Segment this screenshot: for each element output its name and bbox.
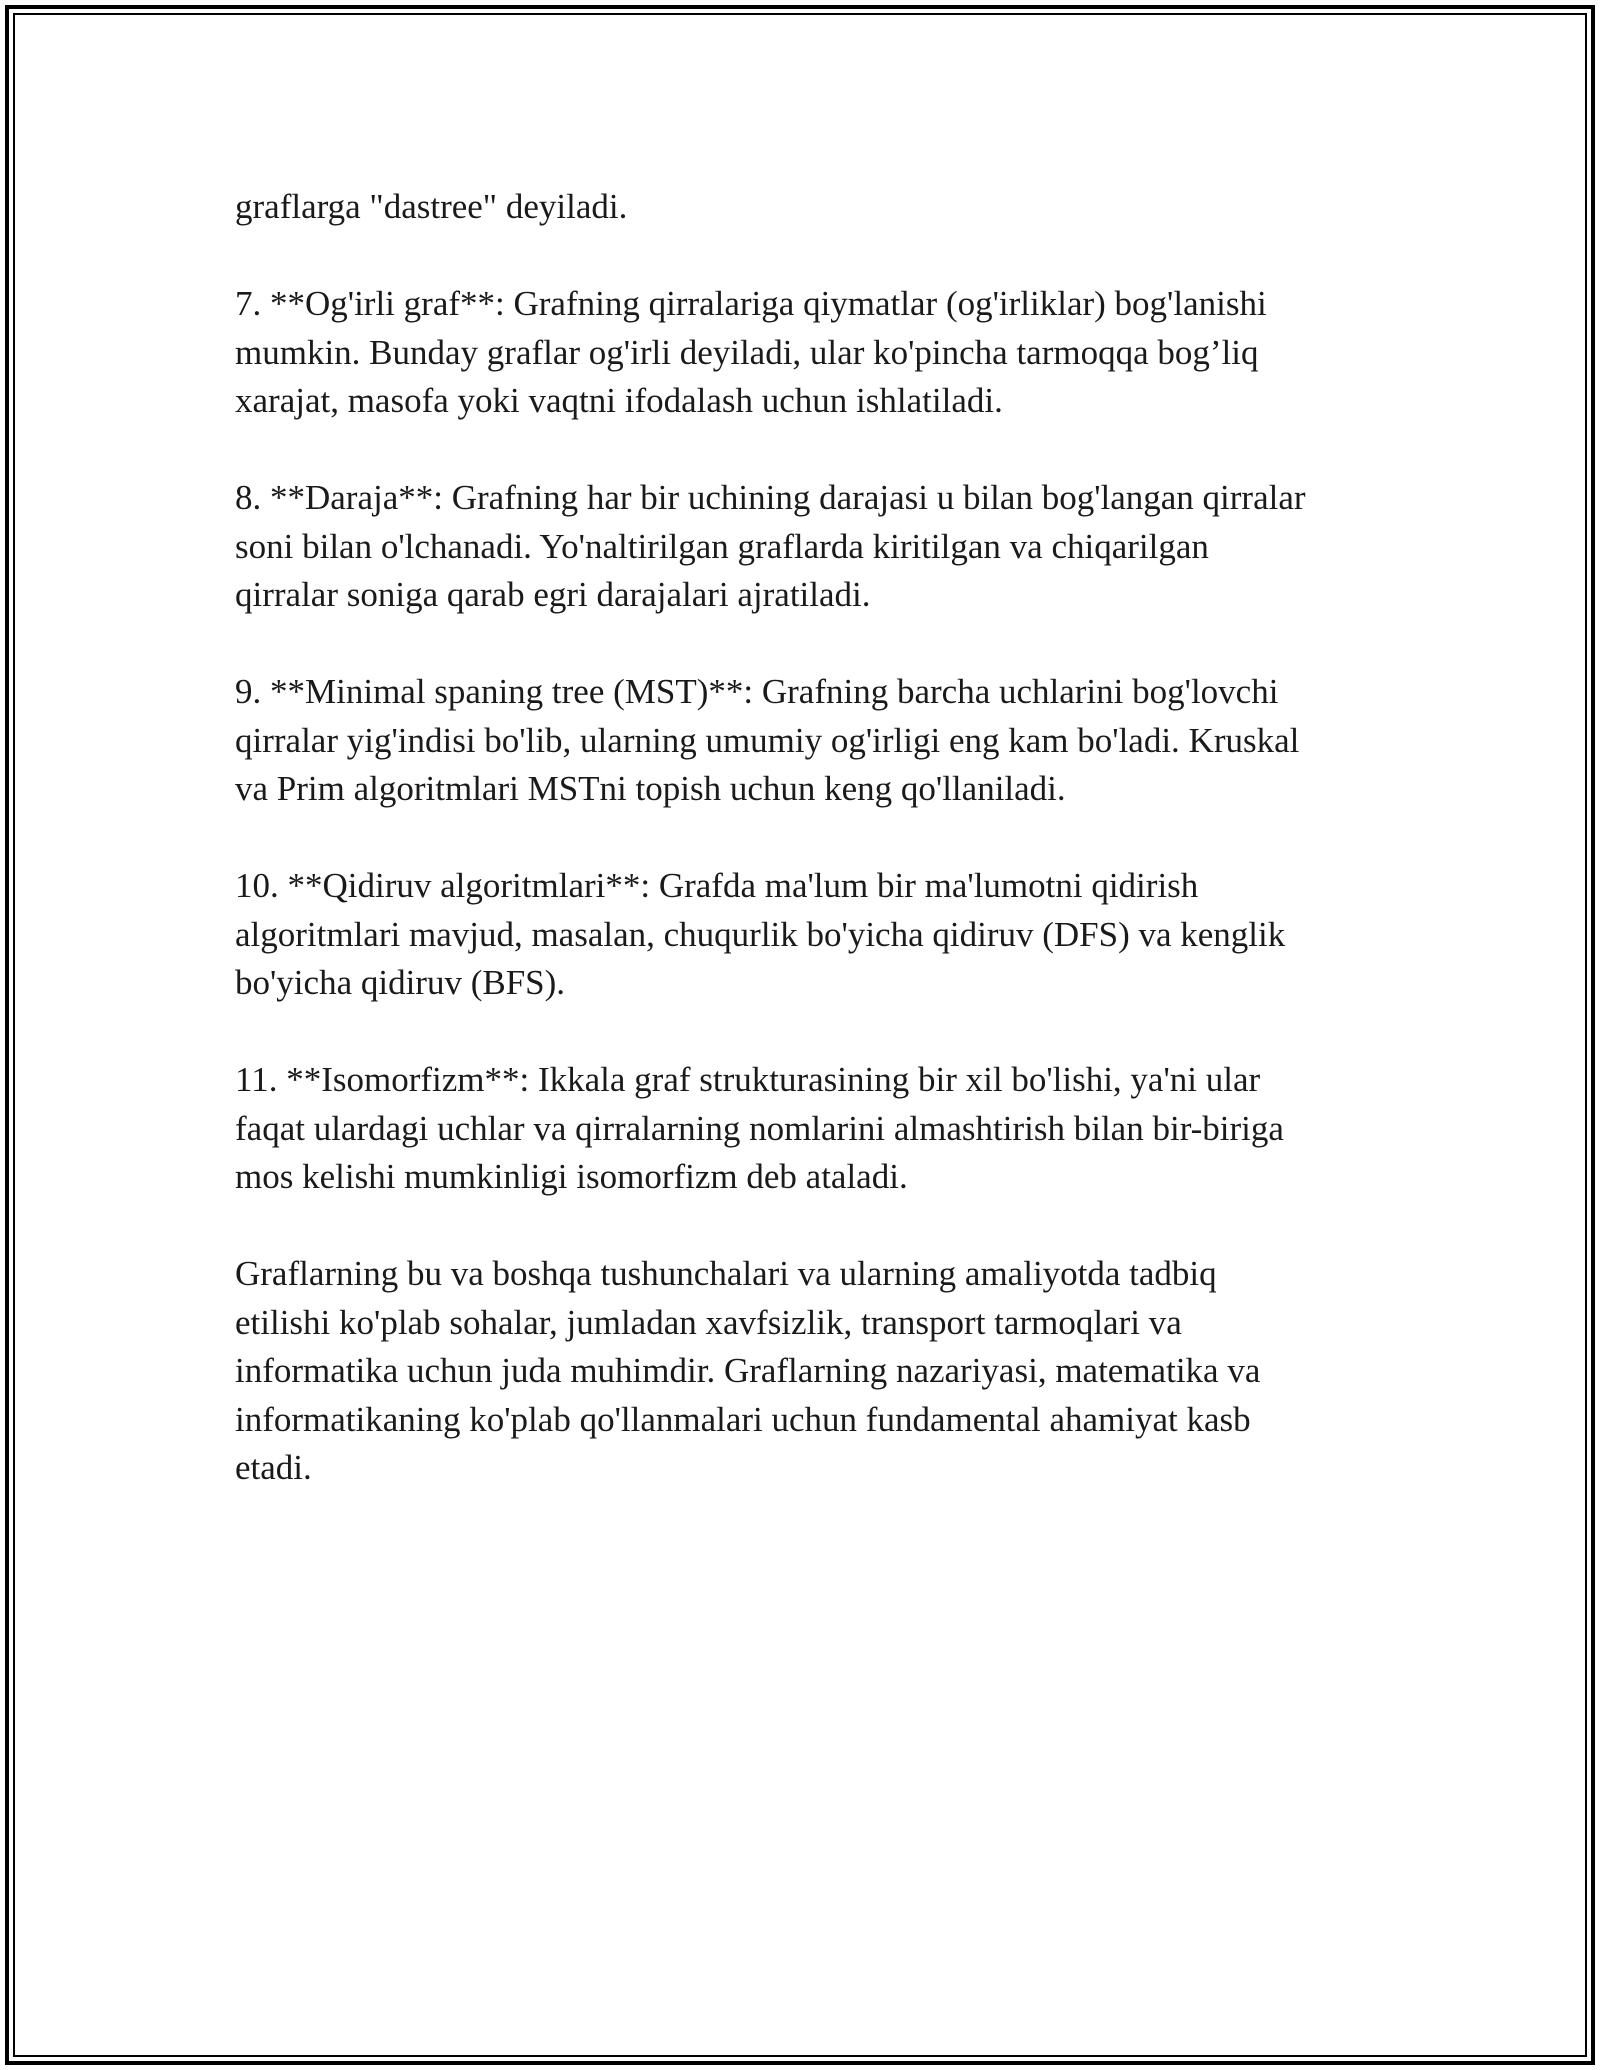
text-line: bo'yicha qidiruv (BFS). — [235, 963, 566, 1002]
text-line: xarajat, masofa yoki vaqtni ifodalash uchun ishlatiladi. — [235, 381, 1003, 420]
text-line: qirralar yig'indisi bo'lib, ularning umumiy og'irligi eng kam bo'ladi. Kruskal — [235, 720, 1300, 760]
text-line: mumkin. Bunday graflar og'irli deyiladi, ular ko'pincha tarmoqqa bog’liq — [235, 332, 1259, 372]
paragraph-conclusion — [235, 1250, 1365, 1493]
text-line: faqat ulardagi uchlar va qirralarning nomlarini almashtirish bilan bir-biriga — [235, 1108, 1284, 1148]
paragraph-continuation — [235, 183, 1365, 232]
text-line: 11. **Isomorfizm**: Ikkala graf strukturasining bir xil bo'lishi, ya'ni ular — [235, 1060, 1261, 1099]
text-line: 10. **Qidiruv algoritmlari**: Grafda ma'lum bir ma'lumotni qidirish — [235, 866, 1199, 905]
text-line: 8. **Daraja**: Grafning har bir uchining darajasi u bilan bog'langan qirralar — [235, 478, 1306, 517]
paragraph-item-9 — [235, 668, 1365, 814]
text-line: algoritmlari mavjud, masalan, chuqurlik bo'yicha qidiruv (DFS) va kenglik — [235, 914, 1286, 954]
document-body — [235, 183, 1365, 1493]
text-line: etadi. — [235, 1448, 312, 1487]
paragraph-item-11 — [235, 1056, 1365, 1202]
text-line: informatika uchun juda muhimdir. Graflarning nazariyasi, matematika va — [235, 1351, 1261, 1390]
text-line: etilishi ko'plab sohalar, jumladan xavfsizlik, transport tarmoqlari va — [235, 1302, 1182, 1342]
text-line: informatikaning ko'plab qo'llanmalari uchun fundamental ahamiyat kasb — [235, 1399, 1251, 1439]
text-line: graflarga "dastree" deyiladi. — [235, 187, 628, 226]
text-line: 9. **Minimal spaning tree (MST)**: Grafning barcha uchlarini bog'lovchi — [235, 672, 1279, 711]
text-line: qirralar soniga qarab egri darajalari ajratiladi. — [235, 575, 871, 614]
text-line: Graflarning bu va boshqa tushunchalari va ularning amaliyotda tadbiq — [235, 1254, 1217, 1293]
paragraph-item-8 — [235, 474, 1365, 620]
text-line: 7. **Og'irli graf**: Grafning qirralariga qiymatlar (og'irliklar) bog'lanishi — [235, 284, 1267, 323]
text-line: va Prim algoritmlari MSTni topish uchun keng qo'llaniladi. — [235, 769, 1066, 808]
text-line: soni bilan o'lchanadi. Yo'naltirilgan graflarda kiritilgan va chiqarilgan — [235, 526, 1209, 566]
paragraph-item-10 — [235, 862, 1365, 1008]
paragraph-item-7 — [235, 280, 1365, 426]
text-line: mos kelishi mumkinligi isomorfizm deb ataladi. — [235, 1157, 908, 1196]
